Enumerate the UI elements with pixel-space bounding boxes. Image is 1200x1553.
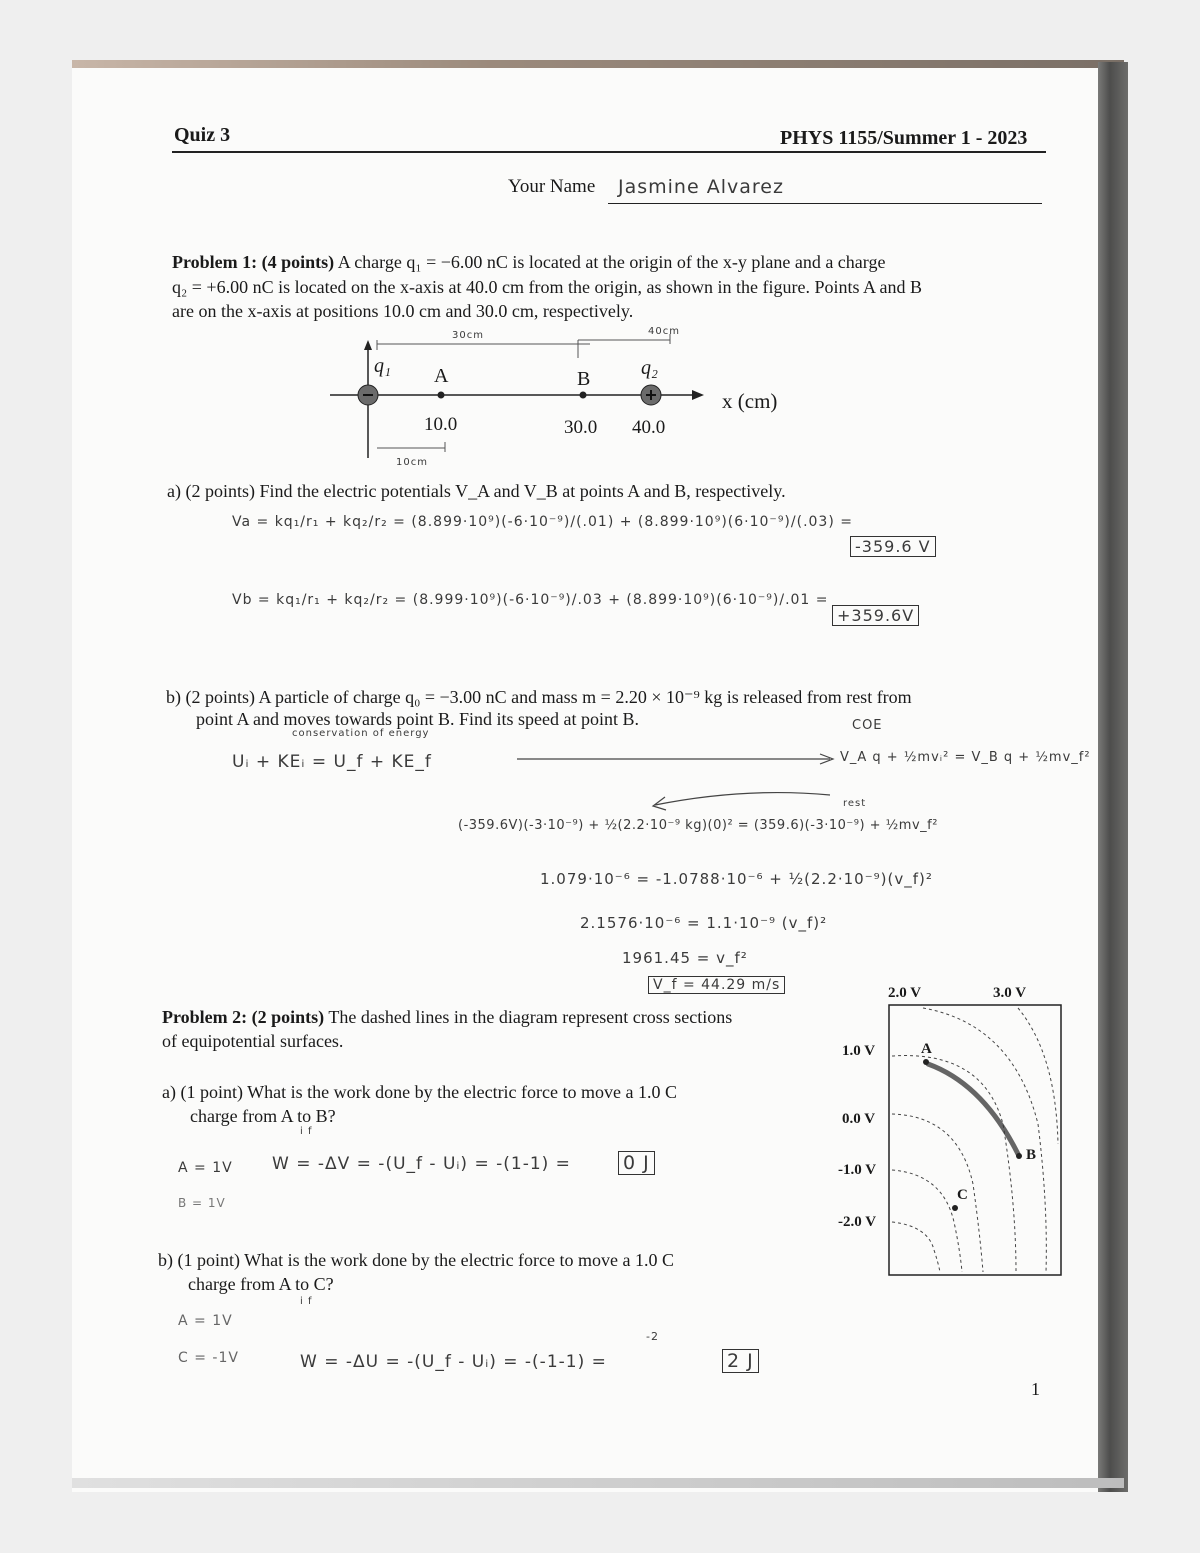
label-2v: 2.0 V xyxy=(888,985,922,1001)
work-2a-eq: W = -ΔV = -(U_f - Uᵢ) = -(1-1) = xyxy=(272,1154,571,1174)
problem2-part-b-2: charge from A to C? xyxy=(188,1274,334,1294)
q1-label: q₁ xyxy=(374,355,391,377)
work-b-5: 2.1576·10⁻⁶ = 1.1·10⁻⁹ (v_f)² xyxy=(580,914,828,932)
work-2a-if: i f xyxy=(300,1126,313,1137)
work-2b-if: i f xyxy=(300,1296,313,1307)
name-label: Your Name xyxy=(508,176,596,197)
answer-2b: 2 J xyxy=(722,1349,759,1373)
problem2-part-b-1: b) (1 point) What is the work done by the electric force to move a 1.0 C xyxy=(158,1250,675,1270)
work-b-3: (-359.6V)(-3·10⁻⁹) + ½(2.2·10⁻⁹ kg)(0)² = (359.6)(-3·10⁻⁹) + ½mv_f² xyxy=(458,818,938,833)
work-2b-sup: -2 xyxy=(646,1330,659,1343)
problem2-intro-2: of equipotential surfaces. xyxy=(162,1031,344,1051)
work-b-arrows xyxy=(515,745,850,825)
label-a: A xyxy=(921,1041,932,1057)
work-2b-eq: W = -ΔU = -(U_f - Uᵢ) = -(-1-1) = xyxy=(300,1352,607,1372)
note-40cm: 40cm xyxy=(648,326,680,337)
problem2-line1 xyxy=(162,1005,732,1029)
work-2a-2: B = 1V xyxy=(178,1196,226,1210)
diagram-point-b xyxy=(1016,1153,1022,1159)
work-2b-1: A = 1V xyxy=(178,1313,233,1329)
tick-30: 30.0 xyxy=(564,417,598,438)
name-value: Jasmine Alvarez xyxy=(618,176,784,198)
page-number: 1 xyxy=(1031,1379,1040,1399)
point-b-label: B xyxy=(577,368,591,390)
point-a-dot xyxy=(438,392,445,399)
problem1-title: Problem 1: (4 points) xyxy=(172,252,335,272)
tick-10: 10.0 xyxy=(424,414,458,435)
header-rule xyxy=(172,151,1046,153)
quiz-title: Quiz 3 xyxy=(174,124,231,146)
work-b-4: 1.079·10⁻⁶ = -1.0788·10⁻⁶ + ½(2.2·10⁻⁹)(v_f)² xyxy=(540,870,933,888)
course-title: PHYS 1155/Summer 1 - 2023 xyxy=(780,127,1028,149)
work-va: Va = kq₁/r₁ + kq₂/r₂ = (8.899·10⁹)(-6·10⁻⁹)/(.01) + (8.899·10⁹)(6·10⁻⁹)/(.03) = xyxy=(232,514,853,530)
problem1-part-a: a) (2 points) Find the electric potentials V_A and V_B at points A and B, respectively. xyxy=(167,481,786,501)
answer-vf: V_f = 44.29 m/s xyxy=(648,976,785,994)
equipotential-diagram xyxy=(888,1004,1063,1276)
label-0v: 0.0 V xyxy=(842,1111,876,1127)
problem1-part-b-2: point A and moves towards point B. Find its speed at point B. xyxy=(196,709,639,729)
work-vb: Vb = kq₁/r₁ + kq₂/r₂ = (8.999·10⁹)(-6·10⁻⁹)/.03 + (8.899·10⁹)(6·10⁻⁹)/.01 = xyxy=(232,592,829,608)
problem1-intro-3: are on the x-axis at positions 10.0 cm and 30.0 cm, respectively. xyxy=(172,301,634,321)
point-a-label: A xyxy=(434,365,449,387)
work-2a-1: A = 1V xyxy=(178,1160,233,1176)
page-top-edge xyxy=(72,60,1124,68)
q2-label: q₂ xyxy=(641,357,658,379)
work-b-1: Uᵢ + KEᵢ = U_f + KE_f xyxy=(232,752,432,772)
path-a-to-b xyxy=(928,1064,1018,1154)
x-axis-label: x (cm) xyxy=(722,389,778,413)
label-c: C xyxy=(957,1187,968,1203)
problem2-part-a-2: charge from A to B? xyxy=(190,1106,336,1126)
work-b-rest: rest xyxy=(843,798,867,809)
answer-va: -359.6 V xyxy=(850,536,936,557)
label-3v: 3.0 V xyxy=(993,985,1027,1001)
work-b-6: 1961.45 = v_f² xyxy=(622,949,748,967)
label-neg1v: -1.0 V xyxy=(838,1162,877,1178)
page-right-edge xyxy=(1098,62,1128,1492)
answer-2a: 0 J xyxy=(618,1151,655,1175)
y-axis-arrow xyxy=(364,340,372,350)
problem1-intro-1: A charge q₁ = −6.00 nC is located at the origin of the x-y plane and a charge xyxy=(337,252,886,272)
equipotential-1v xyxy=(892,1056,1016,1272)
work-2b-2: C = -1V xyxy=(178,1350,239,1366)
equipotential-neg2v xyxy=(892,1222,940,1272)
diagram-point-c xyxy=(952,1205,958,1211)
equipotential-3v xyxy=(1018,1008,1058,1144)
page-bottom-edge xyxy=(72,1478,1124,1488)
answer-vb: +359.6V xyxy=(832,605,919,626)
diagram-point-a xyxy=(923,1059,929,1065)
problem1-intro-2: q₂ = +6.00 nC is located on the x-axis at 40.0 cm from the origin, as shown in the figure. Points A and B xyxy=(172,277,922,297)
equipotential-0v xyxy=(892,1114,983,1272)
work-b-2: V_A q + ½mvᵢ² = V_B q + ½mv_f² xyxy=(840,750,1091,765)
work-b-coe: COE xyxy=(852,718,883,733)
note-30cm: 30cm xyxy=(452,330,484,341)
equipotential-2v xyxy=(923,1008,1046,1272)
label-b: B xyxy=(1026,1147,1037,1163)
problem1-part-b-1: b) (2 points) A particle of charge q₀ = −3.00 nC and mass m = 2.20 × 10⁻⁹ kg is released from rest from xyxy=(166,687,912,707)
label-1v: 1.0 V xyxy=(842,1043,876,1059)
point-b-dot xyxy=(580,392,587,399)
name-line xyxy=(608,203,1042,204)
diagram-frame xyxy=(889,1005,1061,1275)
problem2-intro-1: The dashed lines in the diagram represent cross sections xyxy=(328,1007,733,1027)
work-b-note: conservation of energy xyxy=(292,728,430,739)
label-neg2v: -2.0 V xyxy=(838,1214,877,1230)
problem2-title: Problem 2: (2 points) xyxy=(162,1007,325,1027)
equipotential-neg1v xyxy=(892,1170,962,1272)
note-10cm: 10cm xyxy=(396,457,428,468)
x-axis-arrow xyxy=(692,390,704,400)
tick-40: 40.0 xyxy=(632,417,666,438)
problem1-line1 xyxy=(172,250,885,274)
problem2-part-a-1: a) (1 point) What is the work done by the electric force to move a 1.0 C xyxy=(162,1082,678,1102)
